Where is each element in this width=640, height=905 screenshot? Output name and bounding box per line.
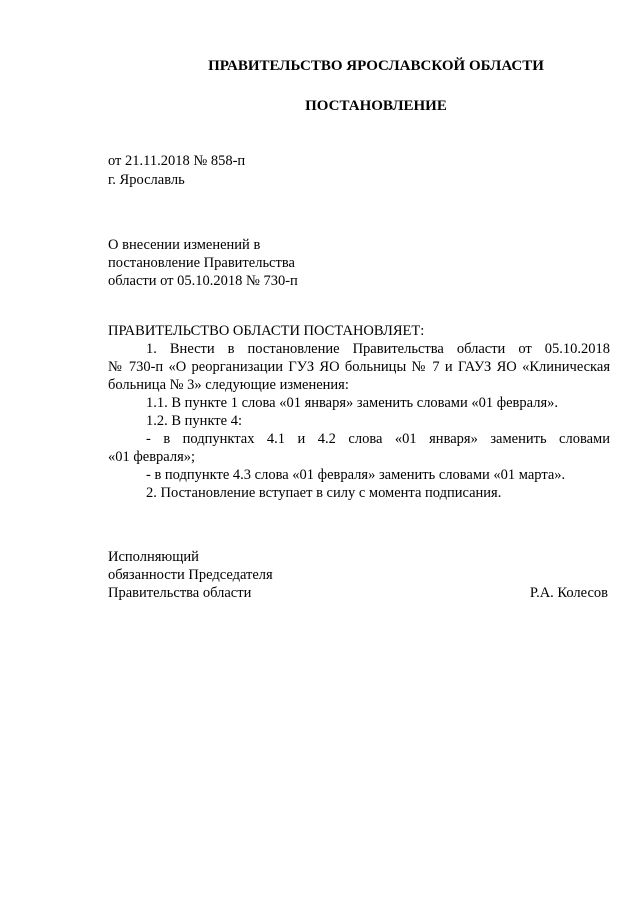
paragraph-1-2-a-line-2: «01 февраля»; <box>108 449 196 465</box>
paragraph-2: 2. Постановление вступает в силу с момента подписания. <box>146 485 502 501</box>
subject-line: области от 05.10.2018 № 730-п <box>108 273 298 289</box>
signatory-position-line: Правительства области <box>108 585 252 601</box>
document-city: г. Ярославль <box>108 172 185 188</box>
signatory-position-line: обязанности Председателя <box>108 567 273 583</box>
government-title: ПРАВИТЕЛЬСТВО ЯРОСЛАВСКОЙ ОБЛАСТИ <box>208 58 544 74</box>
signatory-position-line: Исполняющий <box>108 549 199 565</box>
subject-line: О внесении изменений в <box>108 237 261 253</box>
paragraph-1-1: 1.1. В пункте 1 слова «01 января» заменить словами «01 февраля». <box>146 395 558 411</box>
paragraph-1-2-a-line-1: - в подпунктах 4.1 и 4.2 слова «01 января» заменить словами <box>146 431 610 447</box>
paragraph-1-line-1: 1. Внести в постановление Правительства области от 05.10.2018 <box>146 341 610 357</box>
paragraph-1-2-b: - в подпункте 4.3 слова «01 февраля» заменить словами «01 марта». <box>146 467 566 483</box>
signatory-name: Р.А. Колесов <box>529 585 608 601</box>
document-type-title: ПОСТАНОВЛЕНИЕ <box>305 98 447 114</box>
paragraph-1-line-2: № 730-п «О реорганизации ГУЗ ЯО больницы № 7 и ГАУЗ ЯО «Клиническая <box>108 359 610 375</box>
paragraph-1-2: 1.2. В пункте 4: <box>146 413 242 429</box>
subject-line: постановление Правительства <box>108 255 295 271</box>
document-date-number: от 21.11.2018 № 858-п <box>108 153 246 169</box>
preamble: ПРАВИТЕЛЬСТВО ОБЛАСТИ ПОСТАНОВЛЯЕТ: <box>108 323 425 339</box>
paragraph-1-line-3: больница № 3» следующие изменения: <box>108 377 349 393</box>
